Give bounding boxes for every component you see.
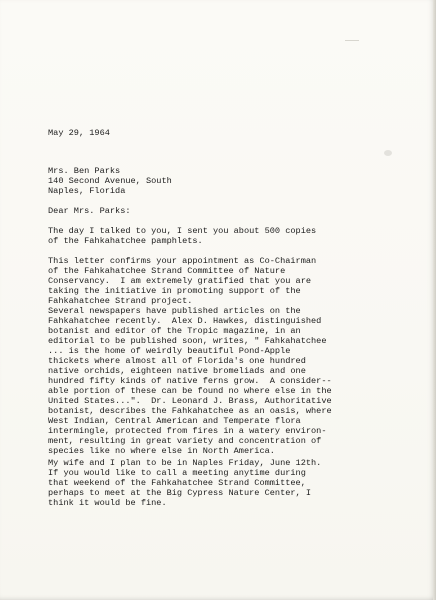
text-line: My wife and I plan to be in Naples Friday, June 12th.: [48, 458, 322, 468]
letter-date: May 29, 1964: [48, 128, 110, 138]
text-line: hundred fifty kinds of native ferns grow. A consider--: [48, 376, 332, 386]
text-line: ... is the home of weirdly beautiful Pond-Apple: [48, 346, 291, 356]
text-line: editorial to be published soon, writes, " Fahkahatchee: [48, 336, 327, 346]
paragraph-meeting: [48, 458, 321, 508]
text-line: botanist, describes the Fahkahatchee as an oasis, where: [48, 406, 332, 416]
salutation: Dear Mrs. Parks:: [48, 206, 131, 216]
text-line: Fahkahatchee recently. Alex D. Hawkes, distinguished: [48, 316, 322, 326]
text-line: species like no where else in North America.: [48, 446, 275, 456]
text-line: Conservancy. I am extremely gratified that you are: [48, 276, 312, 286]
address-line: Naples, Florida: [48, 186, 126, 196]
paragraph-pamphlets: [48, 226, 316, 246]
text-line: perhaps to meet at the Big Cypress Nature Center, I: [48, 488, 312, 498]
text-line: United States...". Dr. Leonard J. Brass, Authoritative: [48, 396, 332, 406]
paragraph-appointment: [48, 256, 316, 306]
text-line: ment, resulting in great variety and concentration of: [48, 436, 322, 446]
text-line: taking the initiative in promoting support of the: [48, 286, 301, 296]
text-line: West Indian, Central American and Temperate flora: [48, 416, 301, 426]
recipient-address: [48, 166, 172, 196]
text-line: intermingle, protected from fires in a watery environ-: [48, 426, 327, 436]
text-line: of the Fahkahatchee Strand Committee of Nature: [48, 266, 286, 276]
text-line: botanist and editor of the Tropic magazine, in an: [48, 326, 301, 336]
text-line: think it would be fine.: [48, 498, 167, 508]
paper-smudge: [384, 150, 392, 156]
text-line: Fahkahatchee Strand project.: [48, 296, 193, 306]
text-line: able portion of these can be found no where else in the: [48, 386, 332, 396]
text-line: This letter confirms your appointment as Co-Chairman: [48, 256, 317, 266]
text-line: thickets where almost all of Florida's one hundred: [48, 356, 306, 366]
text-line: native orchids, eighteen native bromeliads and one: [48, 366, 306, 376]
address-line: Mrs. Ben Parks: [48, 166, 121, 176]
text-line: The day I talked to you, I sent you about 500 copies: [48, 226, 317, 236]
text-line: If you would like to call a meeting anytime during: [48, 468, 306, 478]
address-line: 140 Second Avenue, South: [48, 176, 172, 186]
paragraph-newspapers: [48, 306, 332, 456]
text-line: of the Fahkahatchee pamphlets.: [48, 236, 203, 246]
text-line: Several newspapers have published articles on the: [48, 306, 301, 316]
paper-mark: [345, 40, 359, 41]
text-line: that weekend of the Fahkahatchee Strand Committee,: [48, 478, 306, 488]
